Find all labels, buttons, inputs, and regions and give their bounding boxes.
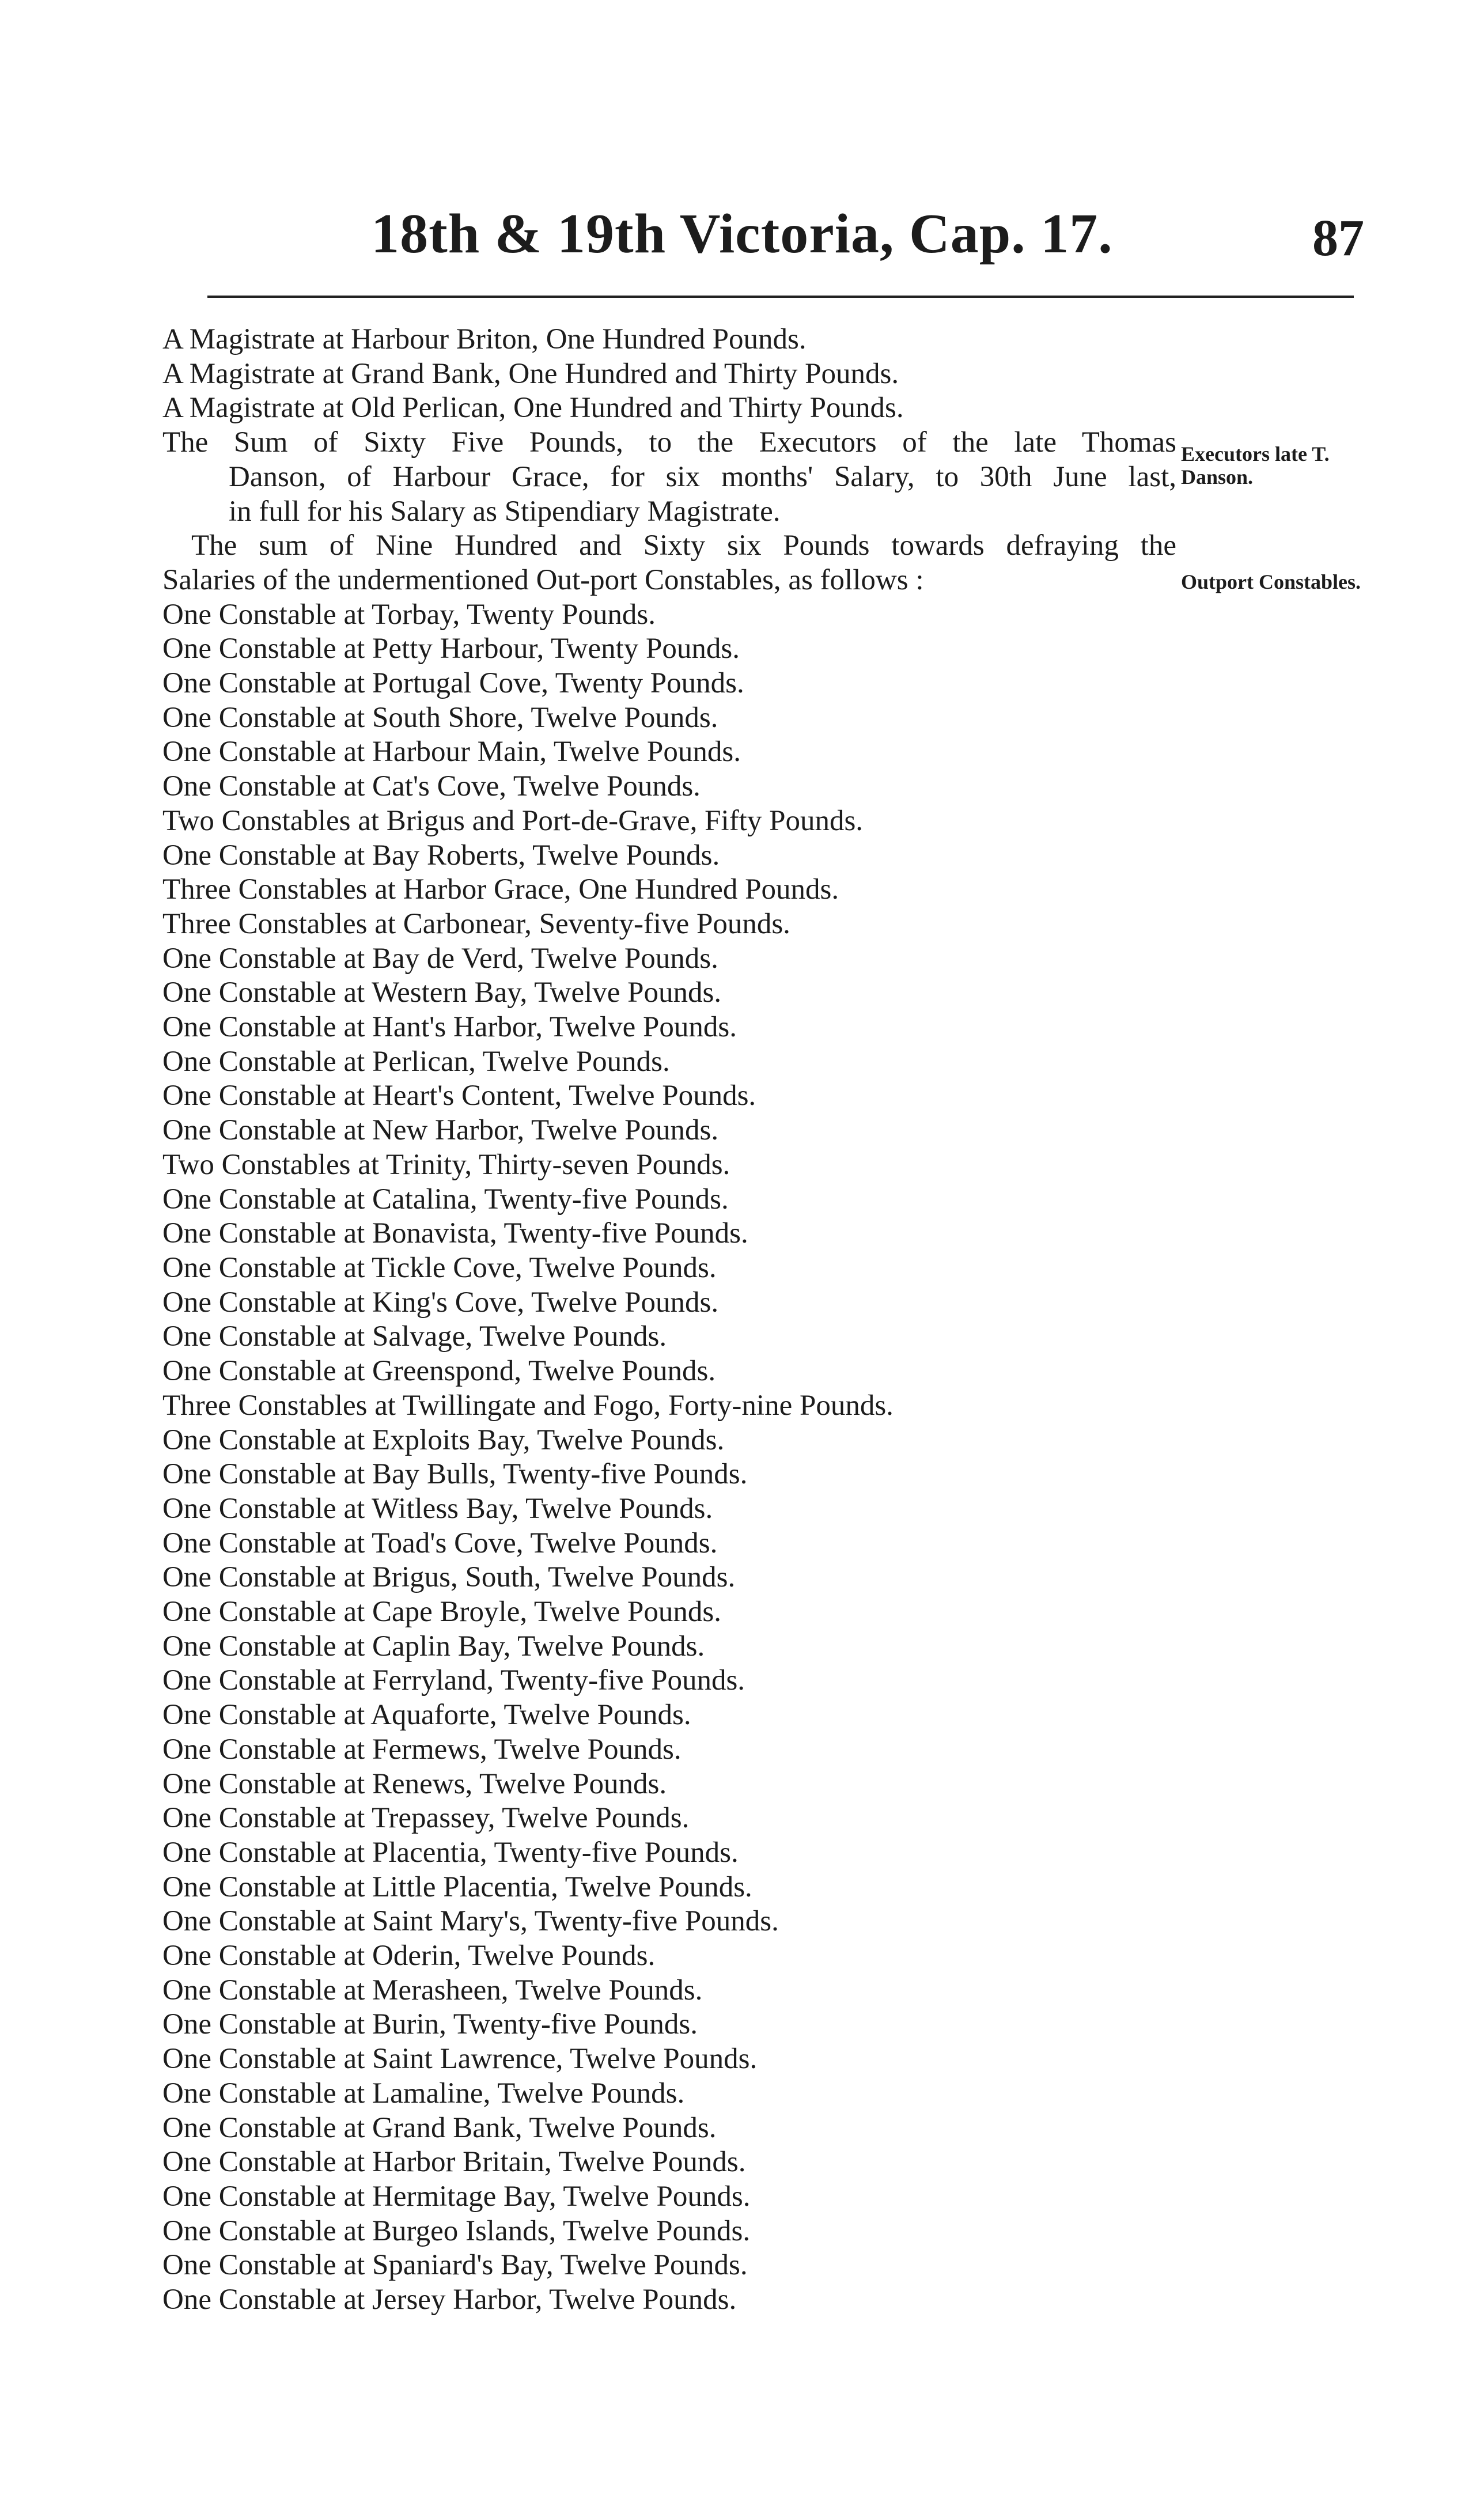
constable-list-item: One Constable at Toad's Cove, Twelve Pounds. — [162, 1527, 718, 1559]
constable-list-item: Two Constables at Trinity, Thirty-seven Pounds. — [162, 1148, 730, 1181]
constable-list-item: One Constable at Spaniard's Bay, Twelve Pounds. — [162, 2249, 748, 2282]
constable-list-item: One Constable at Greenspond, Twelve Pounds. — [162, 1355, 716, 1388]
body-text — [162, 323, 1176, 2318]
constable-list-item: One Constable at Harbour Main, Twelve Pounds. — [162, 736, 741, 768]
constable-list-item: One Constable at New Harbor, Twelve Pounds. — [162, 1114, 719, 1147]
constable-list-item: One Constable at Heart's Content, Twelve Pounds. — [162, 1080, 756, 1112]
constable-list-item: One Constable at Bay de Verd, Twelve Pounds. — [162, 942, 718, 975]
constable-list-item: One Constable at Bay Roberts, Twelve Pounds. — [162, 839, 720, 872]
constable-list-item: One Constable at South Shore, Twelve Pounds. — [162, 701, 718, 734]
constable-list-item: One Constable at Ferryland, Twenty-five Pounds. — [162, 1664, 745, 1697]
constable-list-item: One Constable at Cape Broyle, Twelve Pounds. — [162, 1596, 721, 1629]
constable-list-item: Three Constables at Twillingate and Fogo, Forty-nine Pounds. — [162, 1389, 894, 1422]
margin-note-executors: Executors late T. Danson. — [1181, 442, 1330, 489]
executors-paragraph-line: Danson, of Harbour Grace, for six months' Salary, to 30th June last, — [229, 460, 1176, 493]
constable-list-item: One Constable at Fermews, Twelve Pounds. — [162, 1733, 682, 1766]
magistrate-line: A Magistrate at Grand Bank, One Hundred and Thirty Pounds. — [162, 357, 899, 390]
magistrate-line: A Magistrate at Old Perlican, One Hundred and Thirty Pounds. — [162, 392, 904, 425]
constable-list-item: One Constable at Trepassey, Twelve Pounds. — [162, 1802, 690, 1835]
magistrate-line: A Magistrate at Harbour Briton, One Hundred Pounds. — [162, 323, 807, 355]
constables-intro-line: Salaries of the undermentioned Out-port Constables, as follows : — [162, 563, 924, 596]
constable-list-item: One Constable at Bonavista, Twenty-five Pounds. — [162, 1217, 748, 1250]
constable-list-item: One Constable at Perlican, Twelve Pounds. — [162, 1045, 670, 1078]
constable-list-item: One Constable at Harbor Britain, Twelve Pounds. — [162, 2146, 746, 2179]
page-number: 87 — [1312, 210, 1364, 267]
constable-list-item: One Constable at Burin, Twenty-five Pounds. — [162, 2008, 698, 2041]
constable-list-item: One Constable at Grand Bank, Twelve Pounds. — [162, 2111, 717, 2144]
constable-list-item: One Constable at Little Placentia, Twelve Pounds. — [162, 1870, 752, 1903]
constable-list-item: Three Constables at Harbor Grace, One Hundred Pounds. — [162, 873, 839, 906]
constable-list-item: One Constable at Cat's Cove, Twelve Pounds. — [162, 770, 701, 803]
constable-list-item: One Constable at Merasheen, Twelve Pounds. — [162, 1974, 703, 2006]
constable-list-item: One Constable at Lamaline, Twelve Pounds. — [162, 2077, 685, 2110]
constable-list-item: One Constable at Catalina, Twenty-five Pounds. — [162, 1183, 729, 1216]
constable-list-item: One Constable at Jersey Harbor, Twelve Pounds. — [162, 2284, 737, 2316]
constable-list-item: One Constable at Portugal Cove, Twenty Pounds. — [162, 667, 744, 700]
constable-list-item: One Constable at Western Bay, Twelve Pounds. — [162, 976, 722, 1009]
constable-list-item: One Constable at Saint Mary's, Twenty-five Pounds. — [162, 1905, 779, 1938]
header-rule — [207, 296, 1354, 298]
constable-list-item: One Constable at Tickle Cove, Twelve Pounds. — [162, 1251, 717, 1284]
constable-list-item: One Constable at Saint Lawrence, Twelve Pounds. — [162, 2043, 758, 2076]
constable-list-item: One Constable at Renews, Twelve Pounds. — [162, 1767, 667, 1800]
running-header-title: 18th & 19th Victoria, Cap. 17. — [371, 203, 1113, 265]
constable-list-item: One Constable at Salvage, Twelve Pounds. — [162, 1320, 667, 1353]
constable-list-item: One Constable at Exploits Bay, Twelve Pounds. — [162, 1423, 725, 1456]
constable-list-item: One Constable at Petty Harbour, Twenty Pounds. — [162, 633, 740, 665]
constable-list-item: One Constable at Aquaforte, Twelve Pounds. — [162, 1699, 691, 1732]
constable-list-item: One Constable at Bay Bulls, Twenty-five Pounds. — [162, 1458, 748, 1491]
constable-list-item: One Constable at Caplin Bay, Twelve Pounds. — [162, 1630, 705, 1663]
constable-list-item: One Constable at King's Cove, Twelve Pounds. — [162, 1286, 719, 1319]
constable-list-item: Three Constables at Carbonear, Seventy-five Pounds. — [162, 907, 790, 940]
executors-paragraph-line: The Sum of Sixty Five Pounds, to the Executors of the late Thomas — [162, 426, 1176, 459]
executors-paragraph-line: in full for his Salary as Stipendiary Magistrate. — [229, 495, 781, 528]
constable-list-item: One Constable at Torbay, Twenty Pounds. — [162, 598, 656, 631]
constable-list-item: One Constable at Hant's Harbor, Twelve Pounds. — [162, 1011, 737, 1044]
margin-note-outport-constables: Outport Constables. — [1181, 570, 1361, 593]
constable-list-item: One Constable at Witless Bay, Twelve Pounds. — [162, 1492, 713, 1525]
constable-list-item: One Constable at Oderin, Twelve Pounds. — [162, 1940, 656, 1972]
constable-list-item: One Constable at Burgeo Islands, Twelve Pounds. — [162, 2214, 751, 2247]
constable-list-item: One Constable at Brigus, South, Twelve Pounds. — [162, 1561, 736, 1594]
constable-list-item: Two Constables at Brigus and Port-de-Grave, Fifty Pounds. — [162, 804, 864, 837]
constables-intro-line: The sum of Nine Hundred and Sixty six Pounds towards defraying the — [191, 529, 1176, 562]
constable-list-item: One Constable at Placentia, Twenty-five Pounds. — [162, 1836, 739, 1869]
constable-list-item: One Constable at Hermitage Bay, Twelve Pounds. — [162, 2180, 751, 2213]
constable-list — [162, 598, 1176, 2318]
